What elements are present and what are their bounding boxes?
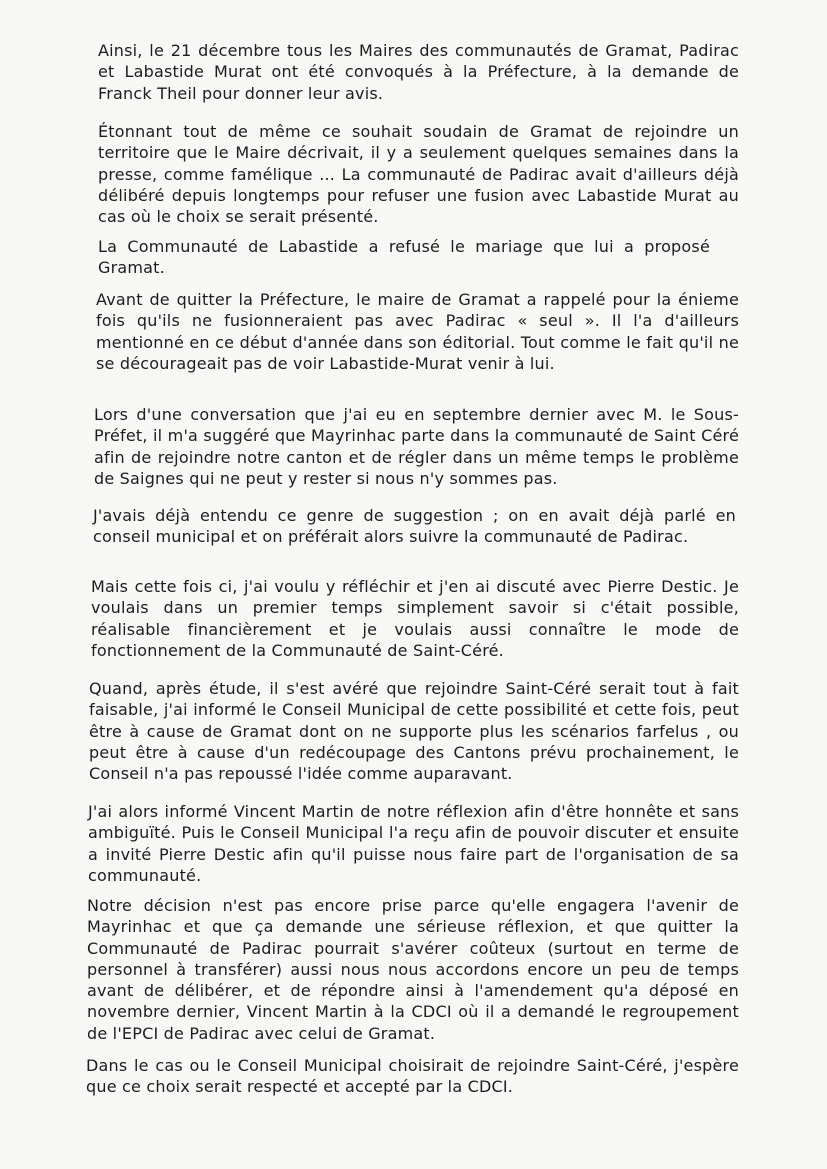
paragraph-3: La Communauté de Labastide a refusé le mariage que lui a proposé Gramat. (98, 237, 710, 278)
paragraph-1: Ainsi, le 21 décembre tous les Maires des communautés de Gramat, Padirac et Labastide Murat ont été convoqués à la Préfecture, à la demande de Franck Theil pour donner leur avis. (98, 41, 739, 103)
paragraph-8: Quand, après étude, il s'est avéré que rejoindre Saint-Céré serait tout à fait faisable, j'ai informé le Conseil Municipal de cette possibilité et cette fois, peut être à cause de Gramat dont on ne supporte plus les scénarios farfelus , ou peut être à cause d'un redécoupage des Cantons prévu prochainement, le Conseil n'a pas repoussé l'idée comme auparavant. (89, 679, 739, 784)
paragraph-6: J'avais déjà entendu ce genre de suggestion ; on en avait déjà parlé en conseil municipal et on préférait alors suivre la communauté de Padirac. (93, 506, 736, 547)
paragraph-5: Lors d'une conversation que j'ai eu en septembre dernier avec M. le Sous-Préfet, il m'a suggéré que Mayrinhac parte dans la communauté de Saint Céré afin de rejoindre notre canton et de régler dans un même temps le problème de Saignes qui ne peut y rester si nous n'y sommes pas. (94, 405, 739, 488)
paragraph-9: J'ai alors informé Vincent Martin de notre réflexion afin d'être honnête et sans ambiguïté. Puis le Conseil Municipal l'a reçu afin de pouvoir discuter et ensuite a invité Pierre Destic afin qu'il puisse nous faire part de l'organisation de sa communauté. (88, 802, 739, 885)
paragraph-7: Mais cette fois ci, j'ai voulu y réfléchir et j'en ai discuté avec Pierre Destic. Je voulais dans un premier temps simplement savoir si c'était possible, réalisable financièrement et je voulais aussi connaître le mode de fonctionnement de la Communauté de Saint-Céré. (91, 577, 739, 660)
paragraph-11: Dans le cas ou le Conseil Municipal choisirait de rejoindre Saint-Céré, j'espère que ce choix serait respecté et accepté par la CDCI. (86, 1056, 739, 1097)
paragraph-4: Avant de quitter la Préfecture, le maire de Gramat a rappelé pour la énieme fois qu'ils ne fusionneraient pas avec Padirac « seul ». Il l'a d'ailleurs mentionné en ce début d'année dans son éditorial. Tout comme le fait qu'il ne se décourageait pas de voir Labastide-Murat venir à lui. (96, 290, 739, 373)
paragraph-2: Étonnant tout de même ce souhait soudain de Gramat de rejoindre un territoire que le Maire décrivait, il y a seulement quelques semaines dans la presse, comme famélique ... La communauté de Padirac avait d'ailleurs déjà délibéré depuis longtemps pour refuser une fusion avec Labastide Murat au cas où le choix se serait présenté. (98, 122, 739, 227)
paragraph-10: Notre décision n'est pas encore prise parce qu'elle engagera l'avenir de Mayrinhac et que ça demande une sérieuse réflexion, et que quitter la Communauté de Padirac pourrait s'avérer coûteux (surtout en terme de personnel à transférer) aussi nous nous accordons encore un peu de temps avant de délibérer, et de répondre ainsi à l'amendement qu'a déposé en novembre dernier, Vincent Martin à la CDCI où il a demandé le regroupement de l'EPCI de Padirac avec celui de Gramat. (87, 896, 739, 1043)
